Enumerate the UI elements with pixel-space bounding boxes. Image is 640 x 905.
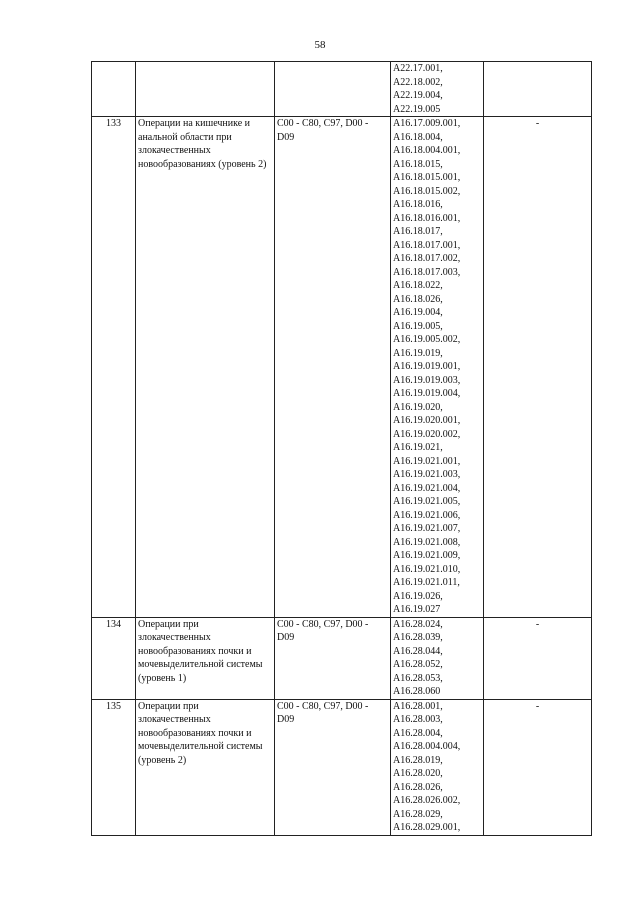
service-code: A16.19.019.001, xyxy=(393,361,461,372)
service-code: A16.19.005, xyxy=(393,320,443,332)
service-code: A22.18.002, xyxy=(393,76,443,88)
icd-codes-cell xyxy=(275,62,391,117)
service-code: A16.18.016, xyxy=(393,199,443,210)
service-code: A16.19.019.004, xyxy=(393,388,461,399)
service-code: A16.28.039, xyxy=(393,632,443,643)
service-code: A16.18.015.002, xyxy=(393,185,461,197)
service-code: A22.19.005 xyxy=(393,103,441,115)
operation-name-cell xyxy=(136,62,275,117)
service-code: A16.28.026, xyxy=(393,781,443,793)
table-row xyxy=(92,699,592,835)
service-code: A16.18.026, xyxy=(393,293,443,305)
service-code: A16.18.017.001, xyxy=(393,239,461,251)
service-code: A16.19.021.008, xyxy=(393,536,461,548)
service-code: A22.17.001, xyxy=(393,63,443,74)
service-code: A16.19.027 xyxy=(393,604,441,615)
operation-name-cell: Операции при злокачественных новообразованиях почки и мочевыделительной системы (уровень 1) xyxy=(136,617,275,699)
row-number-cell: 134 xyxy=(92,617,136,699)
row-number-cell: 133 xyxy=(92,117,136,618)
extra-criteria-cell: - xyxy=(484,117,592,618)
service-code: A16.19.021.009, xyxy=(393,550,461,561)
service-code: A16.28.019, xyxy=(393,754,443,766)
service-code: A16.18.004.001, xyxy=(393,145,461,156)
service-code: A16.18.022, xyxy=(393,280,443,291)
service-codes-cell xyxy=(391,699,484,835)
icd-codes-cell: C00 - C80, C97, D00 - D09 xyxy=(275,117,391,618)
service-code: A16.28.029.001, xyxy=(393,822,461,833)
table-row xyxy=(92,617,592,699)
service-code: A16.19.019.003, xyxy=(393,374,461,386)
service-code: A16.18.017.002, xyxy=(393,253,461,264)
service-code: A16.19.021.011, xyxy=(393,577,460,588)
service-code: A16.28.004.004, xyxy=(393,741,461,752)
page-number: 58 xyxy=(314,39,326,51)
service-code: A16.28.052, xyxy=(393,659,443,670)
operation-name-cell: Операции при злокачественных новообразованиях почки и мочевыделительной системы (уровень 2) xyxy=(136,699,275,835)
service-code: A16.28.029, xyxy=(393,808,443,820)
service-code: A16.19.021, xyxy=(393,442,443,453)
service-code: A16.19.019, xyxy=(393,347,443,359)
service-code: A16.19.026, xyxy=(393,590,443,602)
service-code: A16.19.021.006, xyxy=(393,509,461,521)
service-code: A16.19.020, xyxy=(393,401,443,413)
service-code: A16.18.015, xyxy=(393,158,443,170)
service-code: A16.19.021.005, xyxy=(393,496,461,507)
operation-name-cell: Операции на кишечнике и анальной области при злокачественных новообразованиях (уровень 2) xyxy=(136,117,275,618)
service-code: A16.19.021.003, xyxy=(393,469,461,480)
row-number-cell: 135 xyxy=(92,699,136,835)
service-code: A16.19.005.002, xyxy=(393,334,461,345)
service-code: A16.28.020, xyxy=(393,768,443,779)
service-code: A16.18.017.003, xyxy=(393,266,461,278)
service-code: A16.18.015.001, xyxy=(393,172,461,183)
service-code: A16.19.004, xyxy=(393,307,443,318)
service-code: A16.17.009.001, xyxy=(393,118,461,129)
service-code: A16.19.021.010, xyxy=(393,563,461,575)
extra-criteria-cell: - xyxy=(484,699,592,835)
service-codes-cell xyxy=(391,617,484,699)
service-code: A16.18.017, xyxy=(393,226,443,237)
service-code: A16.19.021.001, xyxy=(393,455,461,467)
service-code: A16.28.003, xyxy=(393,714,443,725)
service-code: A16.19.021.004, xyxy=(393,482,461,494)
table-row xyxy=(92,117,592,618)
operations-table xyxy=(91,61,592,836)
service-codes-cell xyxy=(391,62,484,117)
row-number-cell xyxy=(92,62,136,117)
icd-codes-cell: C00 - C80, C97, D00 - D09 xyxy=(275,617,391,699)
table-row xyxy=(92,62,592,117)
icd-codes-cell: C00 - C80, C97, D00 - D09 xyxy=(275,699,391,835)
service-code: A16.28.053, xyxy=(393,672,443,684)
service-code: A16.28.024, xyxy=(393,618,443,630)
extra-criteria-cell: - xyxy=(484,617,592,699)
service-code: A16.28.004, xyxy=(393,727,443,739)
service-code: A16.18.004, xyxy=(393,131,443,143)
service-code: A16.28.026.002, xyxy=(393,795,461,806)
service-code: A22.19.004, xyxy=(393,90,443,101)
service-code: A16.28.044, xyxy=(393,645,443,657)
service-code: A16.28.001, xyxy=(393,700,443,712)
service-code: A16.18.016.001, xyxy=(393,212,461,224)
service-code: A16.28.060 xyxy=(393,686,441,697)
service-code: A16.19.021.007, xyxy=(393,523,461,534)
service-code: A16.19.020.002, xyxy=(393,428,461,440)
extra-criteria-cell xyxy=(484,62,592,117)
service-code: A16.19.020.001, xyxy=(393,415,461,426)
service-codes-cell xyxy=(391,117,484,618)
